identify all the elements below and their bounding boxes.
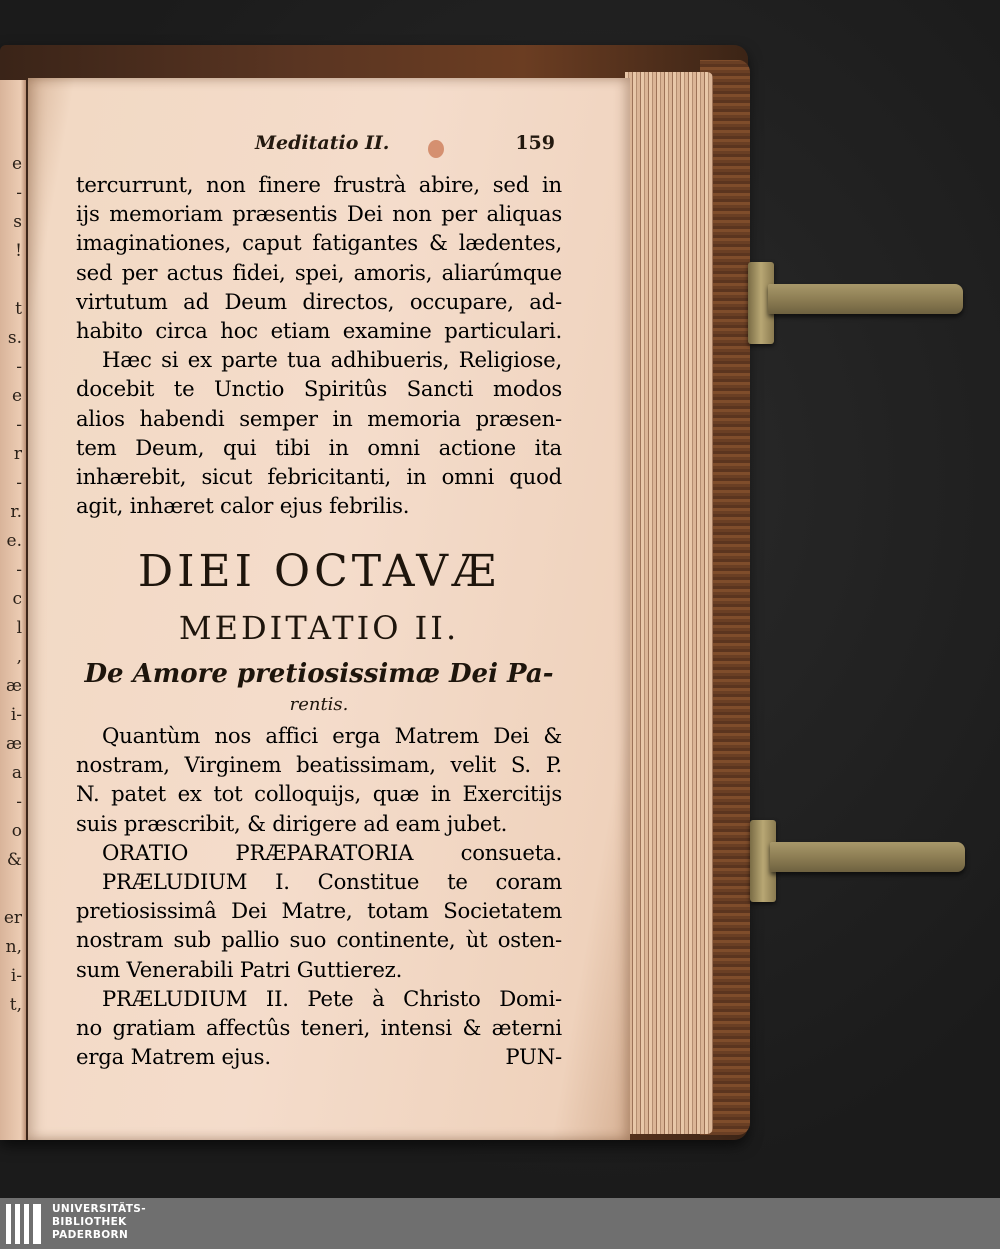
margin-glyph: i- [10, 705, 22, 725]
margin-glyph [0, 266, 22, 295]
margin-glyph: l [16, 618, 22, 638]
margin-glyph: s. [7, 328, 22, 348]
text-line: N. patet ex tot colloquijs, quæ in Exercitijs [76, 781, 562, 807]
text-line: pretiosissimâ Dei Matre, totam Societatem [76, 898, 562, 924]
text-line: habito circa hoc etiam examine particulari. [76, 317, 562, 343]
text-line: PRÆLUDIUM II. Pete à Christo Domi- [102, 985, 562, 1011]
text-line: suis præscribit, & dirigere ad eam jubet. [76, 810, 508, 836]
margin-glyph: e [11, 154, 22, 174]
running-header-title: Meditatio II. [255, 132, 390, 154]
library-name [52, 1203, 146, 1242]
text-block-top [76, 170, 562, 520]
text-line: alios habendi semper in memoria præsen- [76, 405, 562, 431]
text-line: docebit te Unctio Spiritûs Sancti modos [76, 376, 562, 402]
text-line: no gratiam affectûs teneri, intensi & æterni [76, 1014, 562, 1040]
margin-glyph: t [15, 299, 22, 319]
margin-glyph: r [13, 444, 22, 464]
margin-glyph: & [6, 850, 22, 870]
margin-glyph: , [16, 647, 22, 667]
margin-glyph: s [13, 212, 22, 232]
text-line: tercurrunt, non finere frustrà abire, sed in [76, 172, 562, 197]
ink-stain [428, 140, 444, 158]
text-line: sed per actus fidei, spei, amoris, aliarúmque [76, 259, 562, 285]
margin-glyph: æ [6, 676, 22, 696]
margin-glyph: er [3, 908, 22, 928]
text-block-bottom [76, 721, 562, 1071]
clasp-bar [768, 284, 963, 314]
subheading: De Amore pretiosissimæ Dei Pa- [84, 659, 554, 689]
text-line: Quantùm nos affici erga Matrem Dei & [102, 723, 562, 748]
margin-glyph: n, [5, 937, 22, 957]
text-line: nostram, Virginem beatissimam, velit S. P. [76, 752, 562, 778]
margin-glyph: æ [6, 734, 22, 754]
margin-glyph: e [11, 386, 22, 406]
heading-meditatio: MEDITATIO II. [178, 609, 460, 647]
library-footer [0, 1198, 1000, 1249]
text-line: Hæc si ex parte tua adhibueris, Religiose, [102, 347, 562, 373]
margin-glyph: r. [10, 502, 22, 522]
margin-glyph: - [16, 792, 22, 812]
margin-glyph: t, [9, 995, 22, 1015]
subheading-continuation: rentis. [289, 694, 349, 715]
oratio-line: ORATIO PRÆPARATORIA consueta. [102, 839, 562, 865]
margin-glyph: e. [6, 531, 22, 551]
page-stack-fore-edge [625, 72, 713, 1134]
margin-glyph: - [16, 183, 22, 203]
library-name-line: BIBLIOTHEK [52, 1216, 127, 1228]
text-line: virtutum ad Deum directos, occupare, ad- [76, 288, 562, 314]
page-number: 159 [515, 132, 555, 154]
last-line-text: erga Matrem ejus. [76, 1044, 271, 1070]
margin-glyph: i- [10, 966, 22, 986]
margin-glyph: o [11, 821, 22, 841]
margin-glyph: - [16, 560, 22, 580]
margin-glyph: - [16, 415, 22, 435]
catchword: PUN- [505, 1044, 562, 1070]
margin-glyph: - [16, 473, 22, 493]
margin-glyph: a [11, 763, 22, 783]
text-line: ijs memoriam præsentis Dei non per aliquas [76, 201, 562, 227]
left-page-margin-text [0, 150, 22, 1020]
text-line: PRÆLUDIUM I. Constitue te coram [102, 868, 562, 894]
last-line [76, 1042, 562, 1071]
text-line: tem Deum, qui tibi in omni actione ita [76, 434, 562, 460]
text-line: agit, inhæret calor ejus febrilis. [76, 493, 410, 519]
library-name-line: UNIVERSITÄTS- [52, 1203, 147, 1215]
margin-glyph: - [16, 357, 22, 377]
text-line: inhærebit, sicut febricitanti, in omni quod [76, 463, 562, 489]
text-line: sum Venerabili Patri Guttierez. [76, 956, 403, 982]
margin-glyph: ! [15, 241, 22, 261]
clasp-bar [770, 842, 965, 872]
margin-glyph: c [12, 589, 22, 609]
heading-diei-octavae: DIEI OCTAVÆ [137, 546, 501, 597]
text-line: imaginationes, caput fatigantes & lædentes, [76, 230, 562, 256]
text-line: nostram sub pallio suo continente, ùt osten- [76, 927, 562, 953]
margin-glyph [0, 875, 22, 904]
running-header [255, 132, 555, 158]
library-name-line: PADERBORN [52, 1229, 129, 1241]
